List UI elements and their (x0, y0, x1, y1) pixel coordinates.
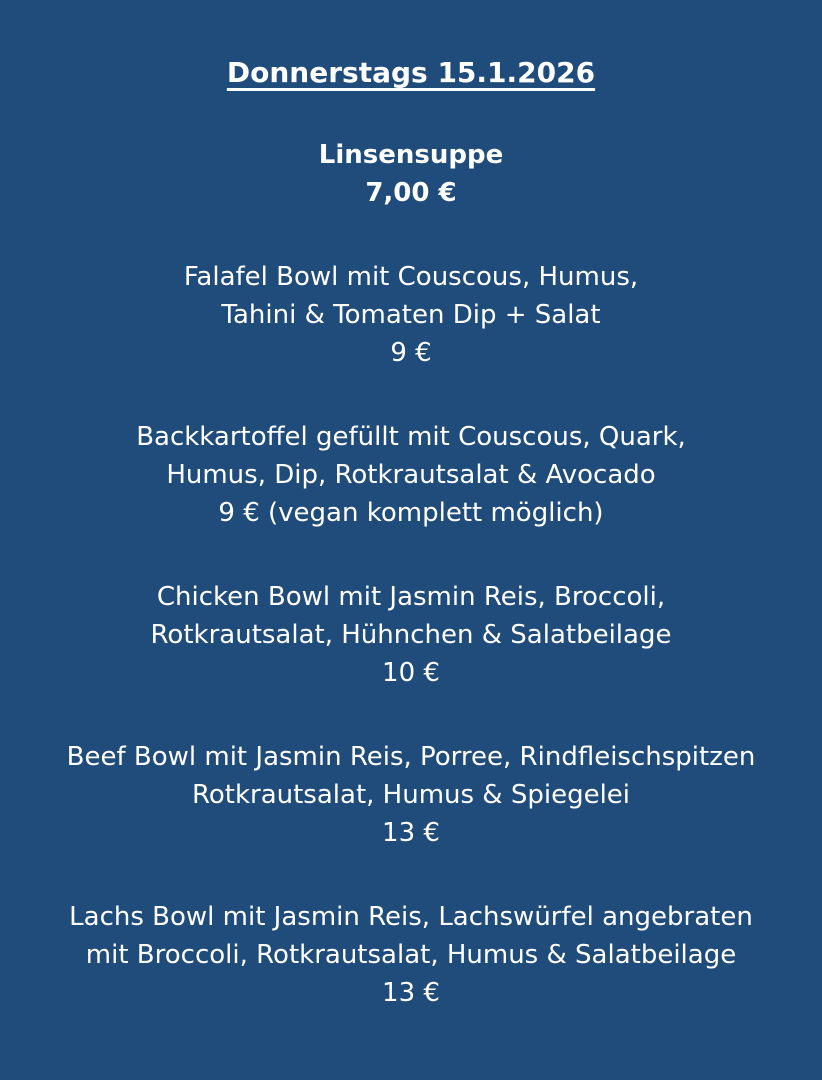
menu-title: Donnerstags 15.1.2026 (226, 56, 596, 89)
menu-item (151, 578, 672, 692)
item-name: mit Broccoli, Rotkrautsalat, Humus & Salatbeilage (85, 940, 737, 970)
menu-item (69, 898, 753, 1012)
item-price: 13 € (382, 978, 440, 1008)
item-name: Rotkrautsalat, Hühnchen & Salatbeilage (150, 620, 672, 650)
menu-item (319, 136, 503, 212)
item-name: Linsensuppe (318, 140, 504, 170)
item-name: Falafel Bowl mit Couscous, Humus, (183, 262, 639, 292)
item-name: Tahini & Tomaten Dip + Salat (221, 300, 601, 330)
item-name: Lachs Bowl mit Jasmin Reis, Lachswürfel angebraten (69, 902, 753, 932)
item-name: Chicken Bowl mit Jasmin Reis, Broccoli, (156, 582, 666, 612)
menu-item (136, 418, 686, 532)
item-price: 9 € (390, 338, 432, 368)
menu-item (184, 258, 638, 372)
item-price: 9 € (vegan komplett möglich) (218, 498, 604, 528)
item-name: Backkartoffel gefüllt mit Couscous, Quark, (136, 422, 686, 452)
menu-item (67, 738, 756, 852)
item-price: 13 € (382, 818, 440, 848)
item-price: 10 € (382, 658, 440, 688)
item-name: Rotkrautsalat, Humus & Spiegelei (191, 780, 631, 810)
item-name: Beef Bowl mit Jasmin Reis, Porree, Rindfleischspitzen (66, 742, 756, 772)
item-name: Humus, Dip, Rotkrautsalat & Avocado (166, 460, 656, 490)
item-price: 7,00 € (365, 178, 457, 208)
